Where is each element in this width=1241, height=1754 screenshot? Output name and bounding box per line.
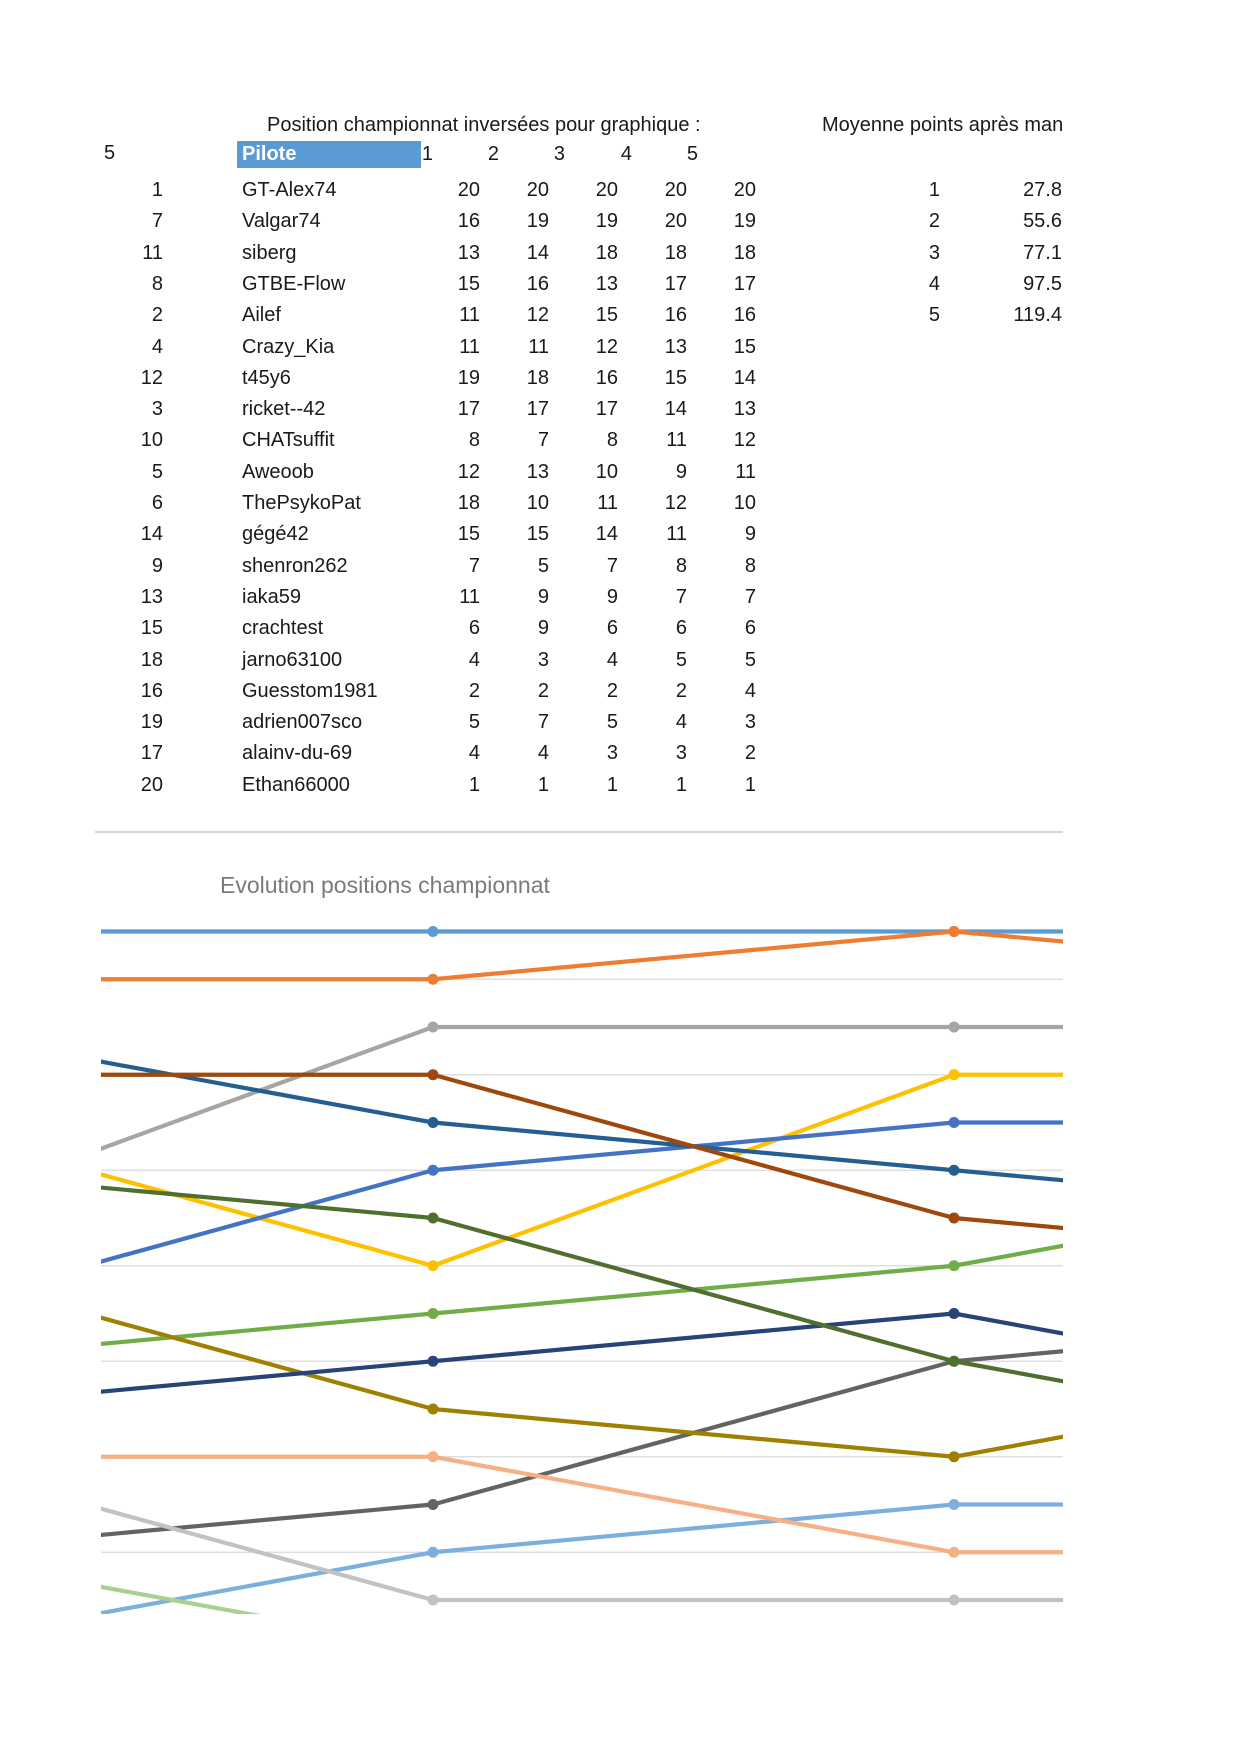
cell-race-2[interactable]: 18 bbox=[526, 366, 549, 389]
cell-pilot[interactable]: Ailef bbox=[242, 304, 281, 327]
cell-pilot[interactable]: gégé42 bbox=[242, 523, 309, 546]
cell-race-4[interactable]: 5 bbox=[675, 648, 687, 671]
series-marker-Aweoob-race-3 bbox=[428, 1404, 439, 1415]
cell-pilot[interactable]: Guesstom1981 bbox=[242, 679, 378, 702]
cell-race-3[interactable]: 7 bbox=[606, 554, 618, 577]
cell-race-1[interactable]: 6 bbox=[468, 617, 480, 640]
series-marker-gégé42-race-4 bbox=[949, 1356, 960, 1367]
cell-position[interactable]: 13 bbox=[140, 585, 163, 608]
cell-race-4[interactable]: 14 bbox=[664, 398, 687, 421]
cell-race-4[interactable]: 11 bbox=[666, 429, 687, 452]
cell-position[interactable]: 16 bbox=[140, 679, 163, 702]
cell-race-1[interactable]: 7 bbox=[468, 554, 480, 577]
series-marker-CHATsuffit-race-3 bbox=[428, 1499, 439, 1510]
cell-race-2[interactable]: 9 bbox=[537, 585, 549, 608]
cell-race-1[interactable]: 12 bbox=[457, 460, 480, 483]
series-marker-crachtest-race-4 bbox=[949, 1595, 960, 1606]
cell-position[interactable]: 11 bbox=[142, 241, 163, 264]
cell-average-race[interactable]: 4 bbox=[928, 272, 940, 295]
cell-position[interactable]: 1 bbox=[151, 179, 163, 201]
cell-race-3[interactable]: 6 bbox=[606, 617, 618, 640]
series-marker-GTBE-Flow-race-4 bbox=[949, 1069, 960, 1080]
series-marker-shenron262-race-3 bbox=[428, 1547, 439, 1558]
cell-race-1[interactable]: 19 bbox=[457, 366, 480, 389]
series-line-CHATsuffit bbox=[0, 1314, 1241, 1553]
cell-race-3[interactable]: 11 bbox=[597, 492, 618, 514]
cell-pilot[interactable]: Ethan66000 bbox=[242, 773, 350, 796]
cell-pilot[interactable]: iaka59 bbox=[242, 585, 301, 608]
cell-pilot[interactable]: CHATsuffit bbox=[242, 429, 335, 452]
cell-pilot[interactable]: ricket--42 bbox=[242, 398, 326, 421]
cell-average-value[interactable]: 55.6 bbox=[1023, 210, 1062, 233]
race-header-2[interactable]: 2 bbox=[487, 143, 499, 165]
cell-race-1[interactable]: 5 bbox=[468, 711, 480, 734]
cell-race-4[interactable]: 8 bbox=[675, 554, 687, 577]
cell-average-value[interactable]: 77.1 bbox=[1023, 241, 1062, 264]
cell-race-4[interactable]: 20 bbox=[664, 210, 687, 233]
cell-average-race[interactable]: 3 bbox=[928, 241, 940, 264]
cell-pilot[interactable]: jarno63100 bbox=[242, 648, 343, 671]
averages-title: Moyenne points après man bbox=[822, 114, 1063, 136]
cell-race-1[interactable]: 15 bbox=[457, 272, 480, 295]
cell-race-3[interactable]: 14 bbox=[595, 523, 618, 546]
cell-race-3[interactable]: 1 bbox=[606, 773, 618, 796]
cell-race-4[interactable]: 16 bbox=[664, 304, 687, 327]
cell-race-5[interactable]: 13 bbox=[733, 398, 756, 421]
cell-position[interactable]: 9 bbox=[151, 554, 163, 577]
series-marker-t45y6-race-3 bbox=[428, 1117, 439, 1128]
cell-pilot[interactable]: shenron262 bbox=[242, 554, 348, 577]
cell-average-race[interactable]: 5 bbox=[928, 304, 940, 327]
cell-position[interactable]: 18 bbox=[140, 648, 163, 671]
cell-race-3[interactable]: 18 bbox=[595, 241, 618, 264]
series-marker-iaka59-race-3 bbox=[428, 1451, 439, 1462]
cell-race-5[interactable]: 17 bbox=[733, 272, 756, 295]
cell-race-5[interactable]: 20 bbox=[733, 179, 756, 201]
cell-race-2[interactable]: 12 bbox=[526, 304, 549, 327]
table-title: Position championnat inversées pour graphique : bbox=[267, 114, 701, 136]
cell-race-3[interactable]: 9 bbox=[606, 585, 618, 608]
cell-race-1[interactable]: 16 bbox=[457, 210, 480, 233]
cell-race-5[interactable]: 2 bbox=[744, 742, 756, 765]
cell-position[interactable]: 19 bbox=[140, 711, 163, 734]
cell-pilot[interactable]: GTBE-Flow bbox=[242, 272, 346, 295]
series-marker-crachtest-race-3 bbox=[428, 1595, 439, 1606]
series-line-siberg bbox=[0, 1027, 1241, 1266]
cell-race-1[interactable]: 4 bbox=[468, 648, 480, 671]
race-header-4[interactable]: 4 bbox=[620, 143, 632, 165]
cell-average-value[interactable]: 119.4 bbox=[1013, 304, 1062, 327]
series-marker-GTBE-Flow-race-3 bbox=[428, 1260, 439, 1271]
series-marker-siberg-race-4 bbox=[949, 1022, 960, 1033]
series-marker-GT-Alex74-race-3 bbox=[428, 926, 439, 937]
cell-race-3[interactable]: 5 bbox=[606, 711, 618, 734]
cell-race-2[interactable]: 7 bbox=[537, 429, 549, 452]
series-marker-siberg-race-3 bbox=[428, 1022, 439, 1033]
cell-race-4[interactable]: 9 bbox=[675, 460, 687, 483]
cell-average-race[interactable]: 2 bbox=[928, 210, 940, 233]
series-marker-gégé42-race-3 bbox=[428, 1213, 439, 1224]
cell-position[interactable]: 7 bbox=[151, 210, 163, 233]
cell-race-5[interactable]: 10 bbox=[733, 492, 756, 514]
cell-race-4[interactable]: 3 bbox=[675, 742, 687, 765]
series-marker-iaka59-race-4 bbox=[949, 1547, 960, 1558]
cell-race-3[interactable]: 19 bbox=[595, 210, 618, 233]
cell-race-5[interactable]: 15 bbox=[733, 335, 756, 358]
cell-pilot[interactable]: crachtest bbox=[242, 617, 324, 640]
series-marker-shenron262-race-4 bbox=[949, 1499, 960, 1510]
cell-race-2[interactable]: 7 bbox=[537, 711, 549, 734]
cell-race-4[interactable]: 18 bbox=[664, 241, 687, 264]
cell-race-4[interactable]: 4 bbox=[675, 711, 687, 734]
cell-race-2[interactable]: 2 bbox=[537, 679, 549, 702]
cell-race-4[interactable]: 17 bbox=[664, 272, 687, 295]
cell-position[interactable]: 12 bbox=[140, 366, 163, 389]
cell-pilot[interactable]: ThePsykoPat bbox=[242, 492, 361, 514]
series-marker-t45y6-race-4 bbox=[949, 1165, 960, 1176]
series-marker-alainv-du-69-race-4 bbox=[949, 1738, 960, 1749]
cell-race-2[interactable]: 15 bbox=[526, 523, 549, 546]
cell-race-2[interactable]: 5 bbox=[537, 554, 549, 577]
cell-race-1[interactable]: 13 bbox=[457, 241, 480, 264]
cell-pilot[interactable]: Valgar74 bbox=[242, 210, 321, 233]
cell-position[interactable]: 15 bbox=[140, 617, 163, 640]
cell-race-5[interactable]: 18 bbox=[733, 241, 756, 264]
cell-average-value[interactable]: 27.8 bbox=[1023, 179, 1062, 201]
cell-race-1[interactable]: 11 bbox=[459, 585, 480, 608]
cell-race-4[interactable]: 12 bbox=[664, 492, 687, 514]
cell-race-2[interactable]: 4 bbox=[537, 742, 549, 765]
cell-pilot[interactable]: Aweoob bbox=[242, 460, 314, 483]
series-marker-Crazy_Kia-race-4 bbox=[949, 1260, 960, 1271]
cell-race-5[interactable]: 7 bbox=[744, 585, 756, 608]
cell-race-5[interactable]: 5 bbox=[744, 648, 756, 671]
series-line-adrien007sco bbox=[0, 1552, 1241, 1743]
cell-race-5[interactable]: 11 bbox=[735, 460, 756, 483]
cell-race-1[interactable]: 1 bbox=[468, 773, 480, 796]
series-marker-Aweoob-race-4 bbox=[949, 1451, 960, 1462]
cell-race-4[interactable]: 1 bbox=[675, 773, 687, 796]
series-marker-jarno63100-race-4 bbox=[949, 1642, 960, 1653]
cell-race-4[interactable]: 6 bbox=[675, 617, 687, 640]
cell-race-5[interactable]: 19 bbox=[733, 210, 756, 233]
series-marker-Valgar74-race-3 bbox=[428, 974, 439, 985]
cell-race-3[interactable]: 2 bbox=[606, 679, 618, 702]
cell-race-4[interactable]: 15 bbox=[664, 366, 687, 389]
cell-race-5[interactable]: 4 bbox=[744, 679, 756, 702]
series-line-jarno63100 bbox=[0, 1648, 1241, 1744]
cell-race-2[interactable]: 17 bbox=[526, 398, 549, 421]
cell-position[interactable]: 8 bbox=[151, 272, 163, 295]
cell-race-1[interactable]: 20 bbox=[457, 179, 480, 201]
cell-average-value[interactable]: 97.5 bbox=[1023, 272, 1062, 295]
cell-race-2[interactable]: 13 bbox=[526, 460, 549, 483]
cell-race-5[interactable]: 8 bbox=[744, 554, 756, 577]
series-marker-Crazy_Kia-race-3 bbox=[428, 1308, 439, 1319]
series-marker-ricket--42-race-4 bbox=[949, 1213, 960, 1224]
cell-race-2[interactable]: 19 bbox=[526, 210, 549, 233]
cell-race-4[interactable]: 11 bbox=[666, 523, 687, 546]
series-marker-Valgar74-race-4 bbox=[949, 926, 960, 937]
cell-pilot[interactable]: GT-Alex74 bbox=[242, 179, 337, 201]
cell-pilot[interactable]: adrien007sco bbox=[242, 711, 363, 734]
cell-race-2[interactable]: 1 bbox=[537, 773, 549, 796]
cell-race-2[interactable]: 3 bbox=[537, 648, 549, 671]
cell-position[interactable]: 2 bbox=[151, 304, 163, 327]
series-line-alainv-du-69 bbox=[0, 1696, 1241, 1754]
series-marker-Ailef-race-3 bbox=[428, 1165, 439, 1176]
cell-race-2[interactable]: 9 bbox=[537, 617, 549, 640]
series-marker-alainv-du-69-race-3 bbox=[428, 1738, 439, 1749]
series-marker-adrien007sco-race-3 bbox=[428, 1642, 439, 1653]
cell-position[interactable]: 20 bbox=[140, 773, 163, 796]
cell-race-2[interactable]: 14 bbox=[526, 241, 549, 264]
series-marker-Ailef-race-4 bbox=[949, 1117, 960, 1128]
cell-race-1[interactable]: 8 bbox=[468, 429, 480, 452]
cell-position[interactable]: 3 bbox=[151, 398, 163, 421]
cell-race-1[interactable]: 4 bbox=[468, 742, 480, 765]
cell-position[interactable]: 6 bbox=[151, 492, 163, 514]
cell-race-1[interactable]: 11 bbox=[459, 304, 480, 327]
cell-pilot[interactable]: siberg bbox=[242, 241, 297, 264]
race-header-3[interactable]: 3 bbox=[553, 143, 565, 165]
cell-race-2[interactable]: 11 bbox=[528, 335, 549, 358]
cell-position[interactable]: 10 bbox=[140, 429, 163, 452]
cell-position[interactable]: 4 bbox=[151, 335, 163, 358]
cell-race-3[interactable]: 3 bbox=[606, 742, 618, 765]
cell-race-3[interactable]: 20 bbox=[595, 179, 618, 201]
cell-race-4[interactable]: 13 bbox=[664, 335, 687, 358]
cell-race-5[interactable]: 12 bbox=[733, 429, 756, 452]
series-line-Guesstom1981 bbox=[0, 1696, 1241, 1754]
cell-pilot[interactable]: alainv-du-69 bbox=[242, 742, 353, 765]
pilote-header-cell[interactable]: Pilote bbox=[237, 141, 421, 168]
cell-race-5[interactable]: 14 bbox=[733, 366, 756, 389]
cell-race-3[interactable]: 17 bbox=[595, 398, 618, 421]
series-line-Ailef bbox=[0, 1123, 1241, 1362]
series-marker-adrien007sco-race-4 bbox=[949, 1690, 960, 1701]
cell-race-5[interactable]: 3 bbox=[744, 711, 756, 734]
cell-race-5[interactable]: 1 bbox=[744, 773, 756, 796]
cell-race-4[interactable]: 7 bbox=[675, 585, 687, 608]
cell-race-2[interactable]: 16 bbox=[526, 272, 549, 295]
cell-race-3[interactable]: 4 bbox=[606, 648, 618, 671]
cell-race-1[interactable]: 15 bbox=[457, 523, 480, 546]
cell-race-1[interactable]: 18 bbox=[457, 492, 480, 514]
cell-position[interactable]: 17 bbox=[140, 742, 163, 765]
cell-race-5[interactable]: 6 bbox=[744, 617, 756, 640]
cell-race-3[interactable]: 10 bbox=[595, 460, 618, 483]
cell-race-5[interactable]: 16 bbox=[733, 304, 756, 327]
cell-race-3[interactable]: 12 bbox=[595, 335, 618, 358]
cell-race-3[interactable]: 13 bbox=[595, 272, 618, 295]
series-marker-ThePsykoPat-race-4 bbox=[949, 1308, 960, 1319]
cell-race-3[interactable]: 15 bbox=[595, 304, 618, 327]
race-header-5[interactable]: 5 bbox=[686, 143, 698, 165]
cell-race-4[interactable]: 20 bbox=[664, 179, 687, 201]
series-marker-ThePsykoPat-race-3 bbox=[428, 1356, 439, 1367]
chart-title: Evolution positions championnat bbox=[220, 872, 550, 898]
series-line-gégé42 bbox=[0, 1170, 1241, 1457]
cell-race-2[interactable]: 20 bbox=[526, 179, 549, 201]
series-line-t45y6 bbox=[0, 979, 1241, 1218]
cell-race-2[interactable]: 10 bbox=[526, 492, 549, 514]
cell-race-4[interactable]: 2 bbox=[675, 679, 687, 702]
cell-a1[interactable]: 5 bbox=[104, 142, 116, 164]
race-header-1[interactable]: 1 bbox=[421, 143, 433, 165]
series-marker-ricket--42-race-3 bbox=[428, 1069, 439, 1080]
cell-race-3[interactable]: 8 bbox=[606, 429, 618, 452]
cell-pilot[interactable]: Crazy_Kia bbox=[242, 335, 335, 358]
cell-position[interactable]: 14 bbox=[140, 523, 163, 546]
cell-race-1[interactable]: 11 bbox=[459, 335, 480, 358]
cell-race-1[interactable]: 2 bbox=[468, 679, 480, 702]
cell-average-race[interactable]: 1 bbox=[928, 179, 940, 201]
series-marker-jarno63100-race-3 bbox=[428, 1690, 439, 1701]
cell-position[interactable]: 5 bbox=[151, 460, 163, 483]
cell-race-3[interactable]: 16 bbox=[595, 366, 618, 389]
cell-pilot[interactable]: t45y6 bbox=[242, 366, 291, 389]
cell-race-5[interactable]: 9 bbox=[744, 523, 756, 546]
cell-race-1[interactable]: 17 bbox=[457, 398, 480, 421]
